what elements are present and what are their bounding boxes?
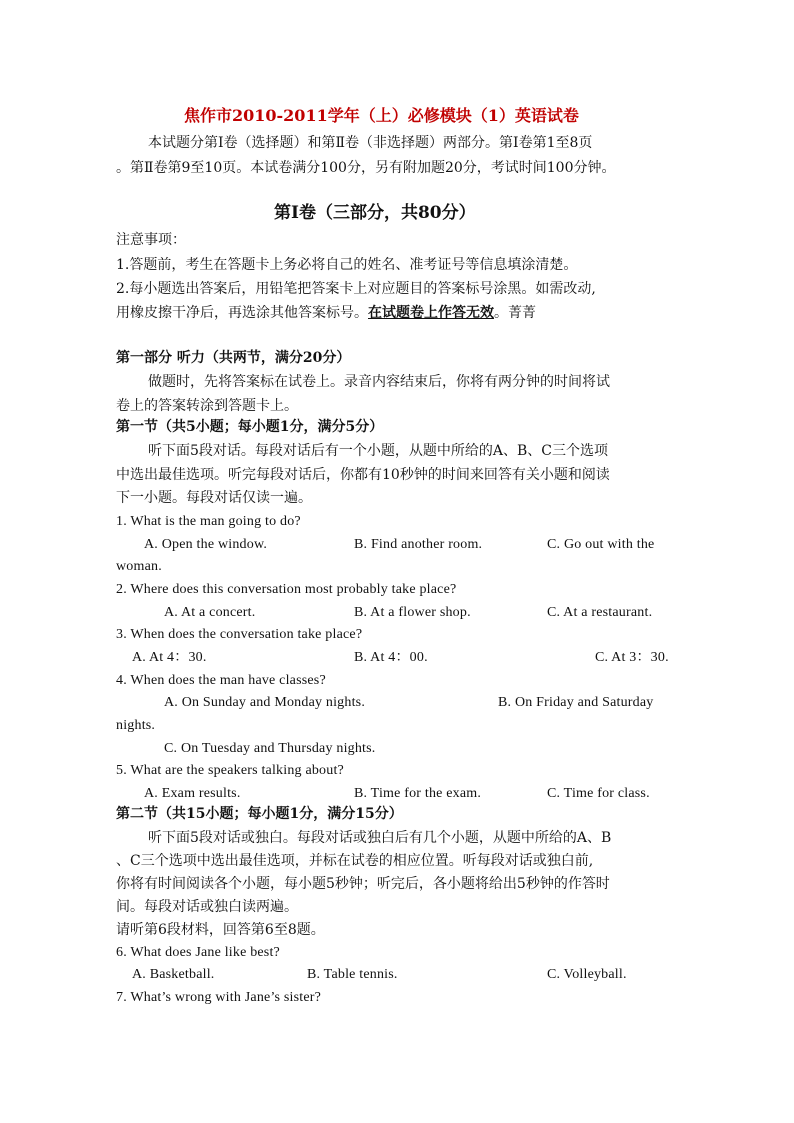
question-1-stem: 1. What is the man going to do?: [116, 514, 301, 529]
notice-label: 注意事项：: [116, 232, 186, 248]
section2-heading: 第二节（共15小题；每小题1分，满分15分）: [116, 806, 403, 822]
question-6-option-c: C. Volleyball.: [547, 967, 627, 982]
question-2-option-a: A. At a concert.: [164, 605, 256, 620]
question-5-option-a: A. Exam results.: [144, 786, 241, 801]
section2-text-2: 、C三个选项中选出最佳选项，并标在试卷的相应位置。听每段对话或独白前,: [116, 853, 594, 869]
notice-item-1: 1.答题前，考生在答题卡上务必将自己的姓名、准考证号等信息填涂清楚。: [116, 257, 578, 273]
question-3-option-c: C. At 3：30.: [595, 650, 669, 665]
question-5-option-c: C. Time for class.: [547, 786, 650, 801]
section2-text-3: 你将有时间阅读各个小题，每小题5秒钟；听完后，各小题将给出5秒钟的作答时: [116, 876, 610, 892]
question-2-stem: 2. Where does this conversation most probably take place?: [116, 582, 457, 597]
warning-underlined: 在试题卷上作答无效: [368, 305, 494, 321]
material-6-instruction: 请听第6段材料，回答第6至8题。: [116, 922, 325, 938]
notice-text-end: 。菁菁: [494, 305, 536, 321]
section1-text-3: 下一小题。每段对话仅读一遍。: [116, 490, 312, 506]
question-1-option-c-cont: woman.: [116, 559, 162, 574]
notice-item-2-line-2: [116, 304, 536, 322]
question-3-option-b: B. At 4：00.: [354, 650, 428, 665]
section1-text-2: 中选出最佳选项。听完每段对话后，你都有10秒钟的时间来回答有关小题和阅读: [116, 467, 610, 483]
question-4-option-c: C. On Tuesday and Thursday nights.: [164, 741, 376, 756]
question-4-option-a: A. On Sunday and Monday nights.: [164, 695, 366, 710]
question-7-stem: 7. What’s wrong with Jane’s sister?: [116, 990, 322, 1005]
question-6-stem: 6. What does Jane like best?: [116, 945, 280, 960]
part1-text-2: 卷上的答案转涂到答题卡上。: [116, 398, 298, 414]
question-4-option-b-cont: nights.: [116, 718, 156, 733]
section1-text-1: 听下面5段对话。每段对话后有一个小题，从题中所给的A、B、C三个选项: [148, 443, 609, 459]
part1-text-1: 做题时，先将答案标在试卷上。录音内容结束后，你将有两分钟的时间将试: [148, 374, 610, 390]
question-2-option-c: C. At a restaurant.: [547, 605, 653, 620]
intro-line-2: 。第Ⅱ卷第9至10页。本试卷满分100分，另有附加题20分，考试时间100分钟。: [116, 160, 616, 176]
question-1-option-b: B. Find another room.: [354, 537, 483, 552]
question-6-option-b: B. Table tennis.: [307, 967, 398, 982]
question-4-option-b: B. On Friday and Saturday: [498, 695, 654, 710]
question-3-stem: 3. When does the conversation take place?: [116, 627, 363, 642]
section2-text-4: 间。每段对话或独白读两遍。: [116, 899, 298, 915]
part1-heading: 第一部分 听力（共两节，满分20分）: [116, 350, 351, 366]
question-6-option-a: A. Basketball.: [132, 967, 215, 982]
notice-item-2-line-1: 2.每小题选出答案后，用铅笔把答案卡上对应题目的答案标号涂黑。如需改动,: [116, 281, 596, 297]
question-1-option-a: A. Open the window.: [144, 537, 268, 552]
question-2-option-b: B. At a flower shop.: [354, 605, 471, 620]
question-1-option-c: C. Go out with the: [547, 537, 655, 552]
section1-heading: 第一节（共5小题；每小题1分，满分5分）: [116, 419, 384, 435]
question-4-stem: 4. When does the man have classes?: [116, 673, 326, 688]
page-title: 焦作市2010-2011学年（上）必修模块（1）英语试卷: [184, 106, 579, 125]
question-3-option-a: A. At 4：30.: [132, 650, 207, 665]
intro-line-1: 本试题分第Ⅰ卷（选择题）和第Ⅱ卷（非选择题）两部分。第Ⅰ卷第1至8页: [148, 135, 593, 151]
question-5-stem: 5. What are the speakers talking about?: [116, 763, 344, 778]
volume-heading: 第Ⅰ卷（三部分，共80分）: [274, 203, 476, 223]
notice-text: 用橡皮擦干净后，再选涂其他答案标号。: [116, 305, 368, 321]
section2-text-1: 听下面5段对话或独白。每段对话或独白后有几个小题，从题中所给的A、B: [148, 830, 612, 846]
question-5-option-b: B. Time for the exam.: [354, 786, 482, 801]
